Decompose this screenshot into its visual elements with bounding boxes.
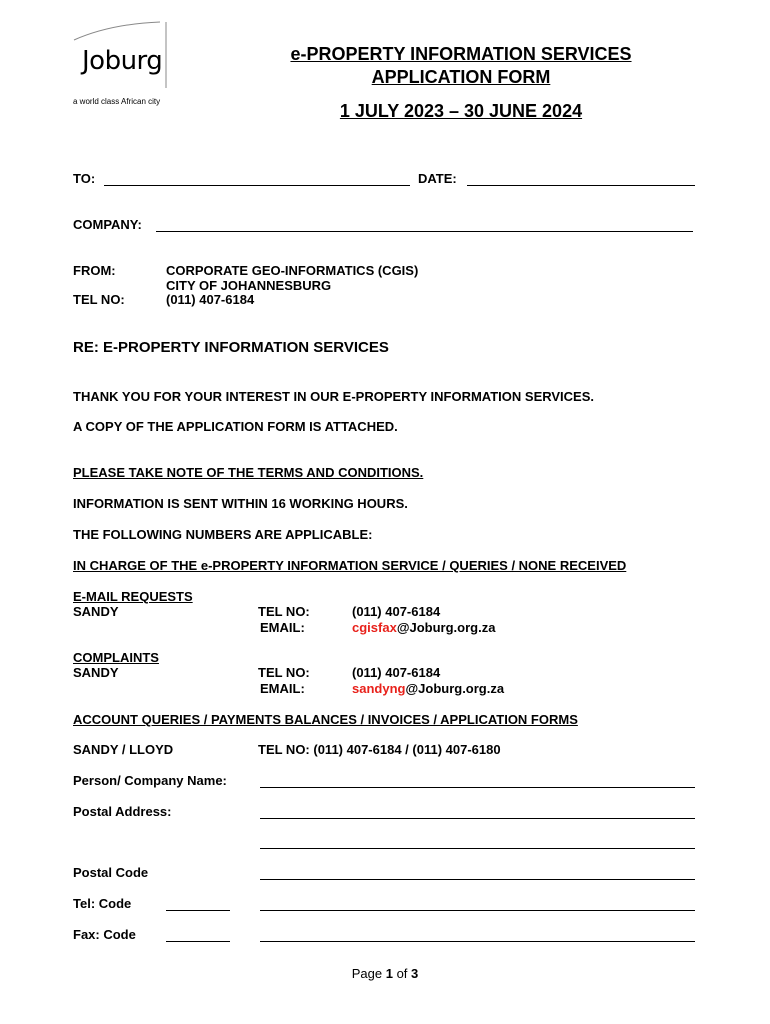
fax-code-label: Fax: Code [73, 927, 136, 942]
fax-code-field[interactable] [166, 941, 230, 942]
date-label: DATE: [418, 171, 457, 186]
complaints-email-domain: @Joburg.org.za [405, 681, 505, 696]
email-requests-tel-label: TEL NO: [258, 604, 310, 619]
numbers-text: THE FOLLOWING NUMBERS ARE APPLICABLE: [73, 527, 373, 542]
email-requests-tel-value: (011) 407-6184 [352, 604, 441, 619]
form-title-line2: APPLICATION FORM [371, 67, 551, 87]
company-field[interactable] [156, 231, 693, 232]
logo-wordmark: Joburg [82, 46, 163, 76]
in-charge-heading: IN CHARGE OF THE e-PROPERTY INFORMATION SERVICE / QUERIES / NONE RECEIVED [73, 558, 627, 573]
complaints-tel-label: TEL NO: [258, 665, 310, 680]
page-current: 1 [385, 966, 393, 981]
page-word: Page [351, 966, 383, 981]
email-requests-email-label: EMAIL: [260, 620, 305, 635]
postal-address-label: Postal Address: [73, 804, 172, 819]
to-field[interactable] [104, 185, 410, 186]
from-line2: CITY OF JOHANNESBURG [166, 278, 332, 293]
postal-address-field-2[interactable] [260, 848, 695, 849]
email-requests-heading: E-MAIL REQUESTS [73, 589, 193, 604]
postal-code-field[interactable] [260, 879, 695, 880]
account-tel: TEL NO: (011) 407-6184 / (011) 407-6180 [258, 742, 501, 757]
re-heading: RE: E-PROPERTY INFORMATION SERVICES [73, 339, 389, 356]
complaints-email-user: sandyng [352, 681, 406, 696]
company-label: COMPANY: [73, 217, 142, 232]
complaints-email[interactable] [352, 681, 504, 696]
from-line1: CORPORATE GEO-INFORMATICS (CGIS) [166, 263, 419, 278]
email-requests-email-user: cgisfax [352, 620, 397, 635]
person-company-label: Person/ Company Name: [73, 773, 227, 788]
of-word: of [396, 966, 408, 981]
complaints-person: SANDY [73, 665, 119, 680]
to-label: TO: [73, 171, 96, 186]
postal-code-label: Postal Code [73, 865, 149, 880]
page-number [0, 966, 770, 981]
page-total: 3 [411, 966, 419, 981]
tel-code-label: Tel: Code [73, 896, 132, 911]
from-tel-label: TEL NO: [73, 292, 125, 307]
account-heading: ACCOUNT QUERIES / PAYMENTS BALANCES / INVOICES / APPLICATION FORMS [73, 712, 578, 727]
from-tel-value: (011) 407-6184 [166, 292, 255, 307]
fax-number-field[interactable] [260, 941, 695, 942]
attached-text: A COPY OF THE APPLICATION FORM IS ATTACHED. [73, 419, 398, 434]
person-company-field[interactable] [260, 787, 695, 788]
email-requests-email[interactable] [352, 620, 495, 635]
thanks-text: THANK YOU FOR YOUR INTEREST IN OUR E-PROPERTY INFORMATION SERVICES. [73, 389, 595, 404]
complaints-tel-value: (011) 407-6184 [352, 665, 441, 680]
logo-tagline: a world class African city [73, 97, 161, 106]
complaints-heading: COMPLAINTS [73, 650, 159, 665]
tel-number-field[interactable] [260, 910, 695, 911]
complaints-email-label: EMAIL: [260, 681, 305, 696]
sent-within-text: INFORMATION IS SENT WITHIN 16 WORKING HOURS. [73, 496, 408, 511]
postal-address-field-1[interactable] [260, 818, 695, 819]
account-persons: SANDY / LLOYD [73, 742, 174, 757]
tel-code-field[interactable] [166, 910, 230, 911]
from-label: FROM: [73, 263, 116, 278]
form-title-line1: e-PROPERTY INFORMATION SERVICES [290, 44, 632, 64]
form-period: 1 JULY 2023 – 30 JUNE 2024 [339, 101, 583, 121]
terms-link: PLEASE TAKE NOTE OF THE TERMS AND CONDITIONS. [73, 465, 424, 480]
email-requests-person: SANDY [73, 604, 119, 619]
date-field[interactable] [467, 185, 695, 186]
email-requests-email-domain: @Joburg.org.za [396, 620, 496, 635]
